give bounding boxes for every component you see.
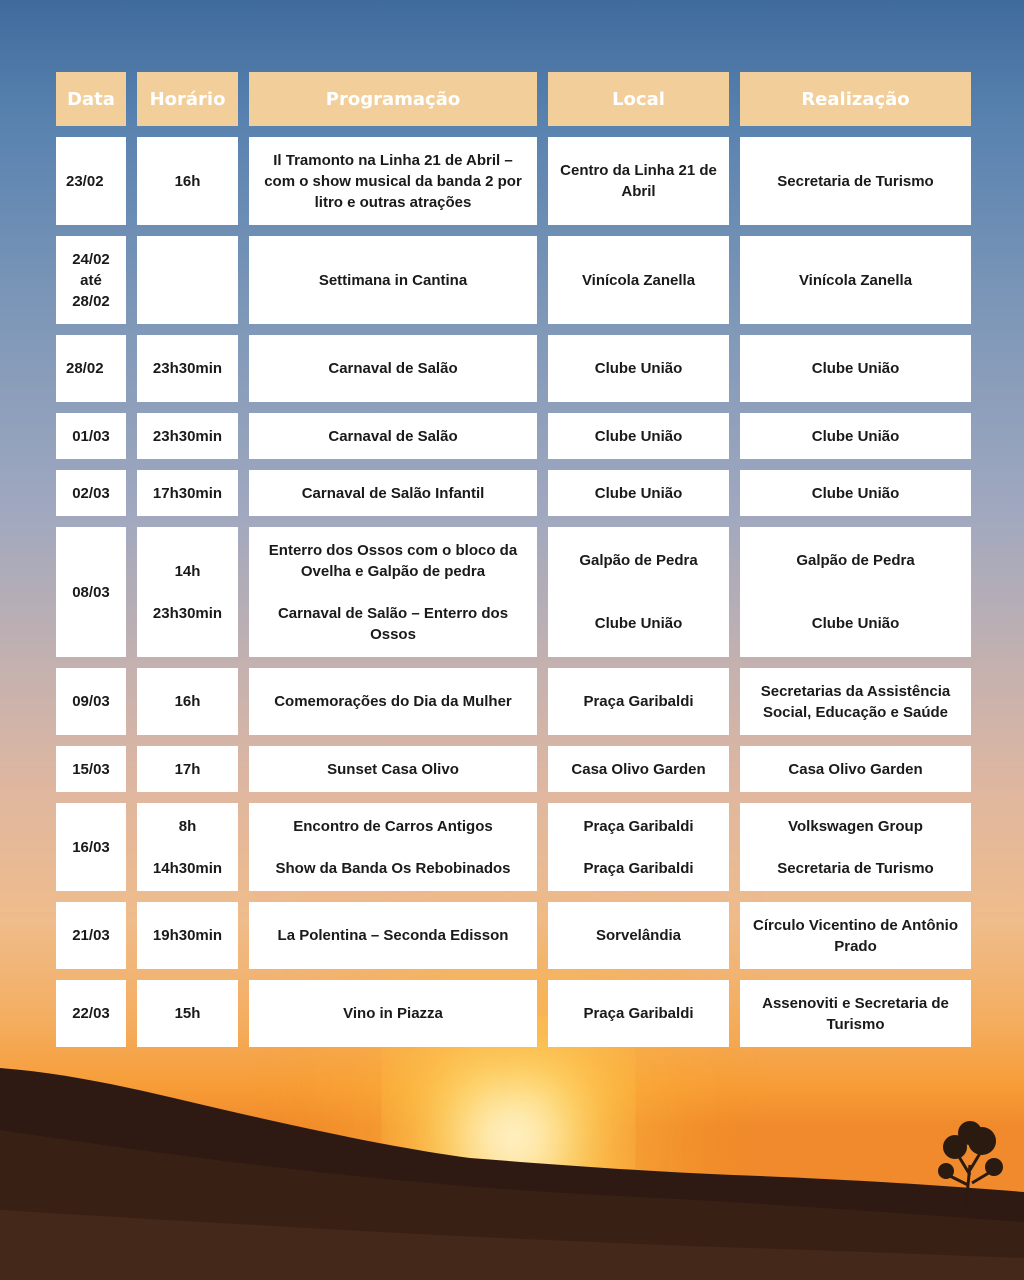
- cell-programacao: Carnaval de Salão: [249, 413, 537, 459]
- cell-programacao: Comemorações do Dia da Mulher: [249, 668, 537, 735]
- cell-programacao: Settimana in Cantina: [249, 236, 537, 324]
- cell-local: Sorvelândia: [548, 902, 729, 969]
- cell-local: Praça Garibaldi: [548, 668, 729, 735]
- schedule-table: [56, 72, 971, 1047]
- cell-horario: 16h: [137, 137, 238, 225]
- cell-local: Centro da Linha 21 de Abril: [548, 137, 729, 225]
- cell-realizacao: Secretarias da Assistência Social, Educação e Saúde: [740, 668, 971, 735]
- cell-horario: 14h 23h30min: [137, 527, 238, 657]
- cell-programacao: Vino in Piazza: [249, 980, 537, 1047]
- cell-horario: 17h: [137, 746, 238, 792]
- cell-realizacao: Vinícola Zanella: [740, 236, 971, 324]
- tree-silhouette: [930, 1105, 1010, 1205]
- cell-programacao: Enterro dos Ossos com o bloco da Ovelha e Galpão de pedra Carnaval de Salão – Enterro dos Ossos: [249, 527, 537, 657]
- cell-data: 21/03: [56, 902, 126, 969]
- cell-horario: 23h30min: [137, 335, 238, 402]
- cell-programacao: La Polentina – Seconda Edisson: [249, 902, 537, 969]
- cell-programacao: Il Tramonto na Linha 21 de Abril – com o show musical da banda 2 por litro e outras atrações: [249, 137, 537, 225]
- cell-horario: 17h30min: [137, 470, 238, 516]
- cell-programacao: Carnaval de Salão Infantil: [249, 470, 537, 516]
- cell-data: 09/03: [56, 668, 126, 735]
- cell-horario: 23h30min: [137, 413, 238, 459]
- cell-horario: [137, 236, 238, 324]
- cell-data: 23/02: [56, 137, 126, 225]
- cell-programacao: Carnaval de Salão: [249, 335, 537, 402]
- cell-data: 24/02 até 28/02: [56, 236, 126, 324]
- cell-programacao: Sunset Casa Olivo: [249, 746, 537, 792]
- cell-local: Clube União: [548, 413, 729, 459]
- cell-realizacao: Assenoviti e Secretaria de Turismo: [740, 980, 971, 1047]
- cell-local: Casa Olivo Garden: [548, 746, 729, 792]
- cell-data: 28/02: [56, 335, 126, 402]
- cell-local: Galpão de Pedra Clube União: [548, 527, 729, 657]
- cell-realizacao: Casa Olivo Garden: [740, 746, 971, 792]
- cell-programacao: Encontro de Carros Antigos Show da Banda Os Rebobinados: [249, 803, 537, 891]
- cell-local: Clube União: [548, 470, 729, 516]
- cell-horario: 19h30min: [137, 902, 238, 969]
- cell-data: 08/03: [56, 527, 126, 657]
- header-realizacao: Realização: [740, 72, 971, 126]
- cell-horario: 16h: [137, 668, 238, 735]
- header-programacao: Programação: [249, 72, 537, 126]
- cell-realizacao: Clube União: [740, 335, 971, 402]
- cell-local: Praça Garibaldi Praça Garibaldi: [548, 803, 729, 891]
- header-local: Local: [548, 72, 729, 126]
- cell-realizacao: Volkswagen Group Secretaria de Turismo: [740, 803, 971, 891]
- cell-data: 15/03: [56, 746, 126, 792]
- cell-realizacao: Clube União: [740, 413, 971, 459]
- cell-realizacao: Secretaria de Turismo: [740, 137, 971, 225]
- cell-horario: 8h 14h30min: [137, 803, 238, 891]
- cell-realizacao: Galpão de Pedra Clube União: [740, 527, 971, 657]
- cell-horario: 15h: [137, 980, 238, 1047]
- cell-realizacao: Círculo Vicentino de Antônio Prado: [740, 902, 971, 969]
- cell-local: Praça Garibaldi: [548, 980, 729, 1047]
- cell-local: Vinícola Zanella: [548, 236, 729, 324]
- cell-local: Clube União: [548, 335, 729, 402]
- cell-realizacao: Clube União: [740, 470, 971, 516]
- cell-data: 01/03: [56, 413, 126, 459]
- cell-data: 02/03: [56, 470, 126, 516]
- header-horario: Horário: [137, 72, 238, 126]
- cell-data: 16/03: [56, 803, 126, 891]
- cell-data: 22/03: [56, 980, 126, 1047]
- header-data: Data: [56, 72, 126, 126]
